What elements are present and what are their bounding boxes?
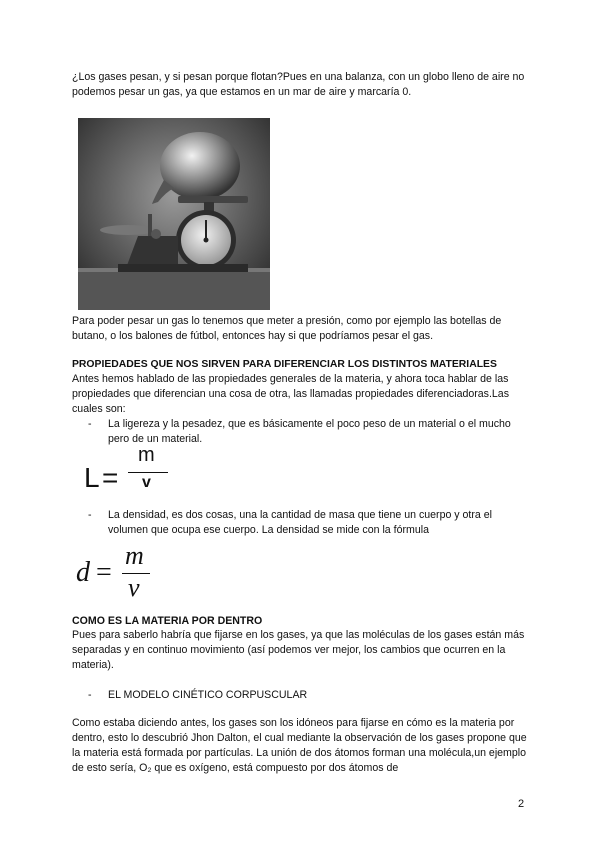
lightness-formula bbox=[84, 444, 184, 498]
formula-numerator: m bbox=[138, 444, 155, 466]
page-number: 2 bbox=[518, 798, 525, 810]
section2-heading: COMO ES LA MATERIA POR DENTRO bbox=[72, 615, 263, 627]
section2-paragraph: Pues para saberlo habría que fijarse en los gases, ya que las moléculas de los gases están más separadas y en continuo movimiento (así podemos ver mejor, los cambios que ocurren en la materia). bbox=[72, 629, 525, 671]
formula-lhs: L bbox=[84, 462, 100, 493]
formula-numerator: m bbox=[125, 541, 144, 570]
bullet-marker: - bbox=[88, 509, 92, 521]
section1-intro: Antes hemos hablado de las propiedades generales de la materia, y ahora toca hablar de las propiedades que diferencian una cosa de otra, las llamadas propiedades diferenciadoras.Las cuales son: bbox=[72, 373, 509, 415]
formula-denominator: v bbox=[128, 573, 140, 602]
bullet-density: La densidad, es dos cosas, una la cantidad de masa que tiene un cuerpo y otra el volumen que ocupa ese cuerpo. La densidad se mide con la fórmula bbox=[108, 509, 492, 536]
fraction-bar bbox=[128, 472, 168, 473]
after-image-paragraph: Para poder pesar un gas lo tenemos que meter a presión, como por ejemplo las botellas de butano, o los balones de fútbol, entonces hay si que podríamos pesar el gas. bbox=[72, 315, 502, 342]
intro-paragraph: ¿Los gases pesan, y si pesan porque flotan?Pues en una balanza, con un globo lleno de aire no podemos pesar un gas, ya que estamos en un mar de aire y marcaría 0. bbox=[72, 71, 525, 98]
formula-lhs: d bbox=[76, 557, 90, 588]
bullet-marker: - bbox=[88, 689, 92, 701]
section1-heading: PROPIEDADES QUE NOS SIRVEN PARA DIFERENCIAR LOS DISTINTOS MATERIALES bbox=[72, 359, 497, 370]
section2-paragraph2: Como estaba diciendo antes, los gases son los idóneos para fijarse en cómo es la materia por dentro, esto lo descubrió Jhon Dalton, el cual mediante la observación de los gases propone que la materia está formada por partículas. La unión de dos átomos forman una molécula,un ejemplo de esto sería, O₂ que es oxígeno, está compuesto por dos átomos de bbox=[72, 717, 527, 774]
formula-equals: = bbox=[102, 462, 119, 493]
bullet-marker: - bbox=[88, 418, 92, 430]
bullet-lightness: La ligereza y la pesadez, que es básicamente el poco peso de un material o el mucho pero de un material. bbox=[108, 418, 511, 445]
balloon-on-scale-photo bbox=[78, 118, 270, 310]
formula-equals: = bbox=[96, 557, 112, 588]
formula-denominator: v bbox=[142, 474, 151, 491]
density-formula bbox=[74, 541, 174, 607]
bullet-kinetic-model: EL MODELO CINÉTICO CORPUSCULAR bbox=[108, 689, 308, 701]
